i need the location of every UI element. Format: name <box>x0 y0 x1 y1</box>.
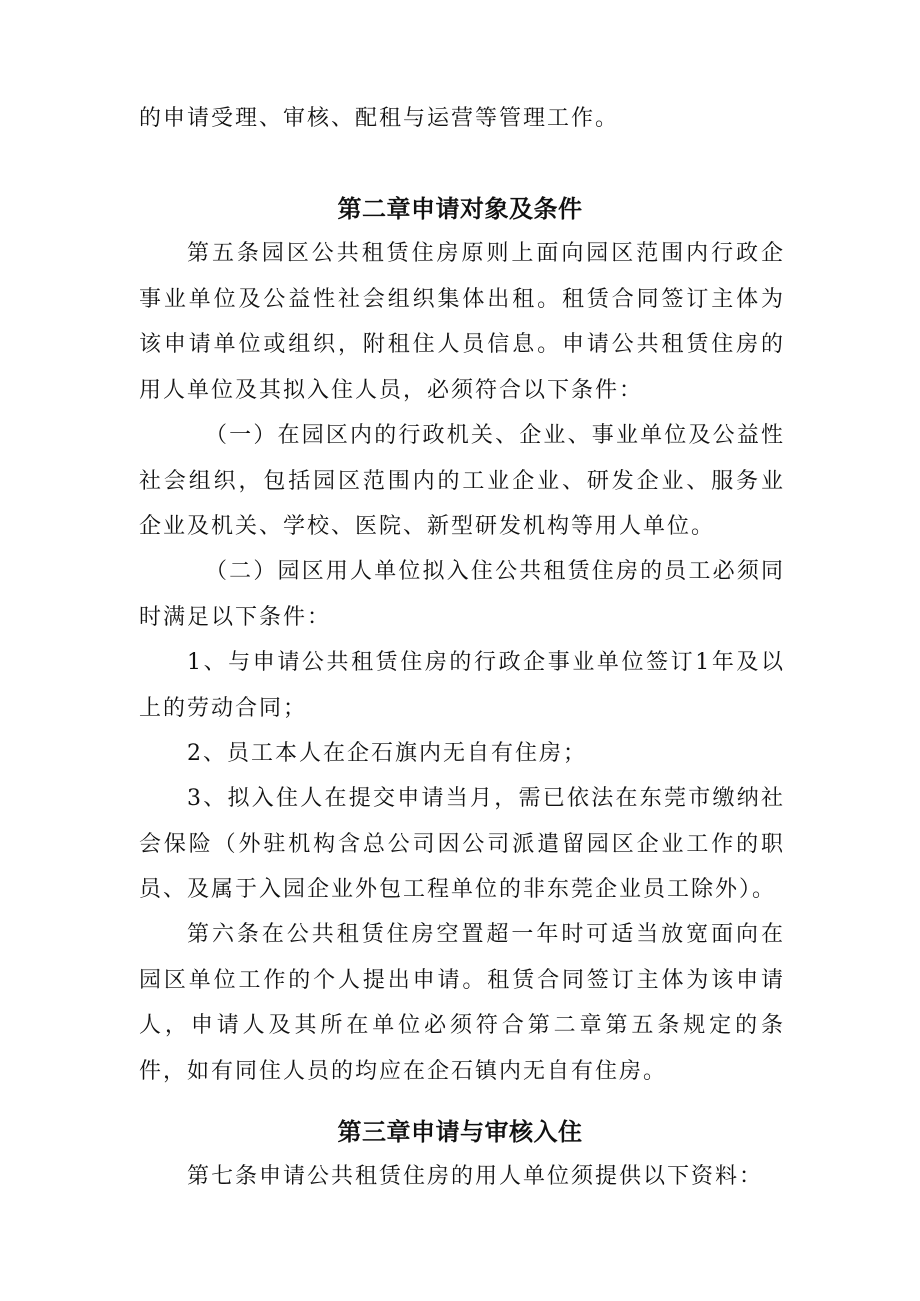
condition-item-1: （一）在园区内的行政机关、企业、事业单位及公益性社会组织，包括园区范围内的工业企业、研发企业、服务业企业及机关、学校、医院、新型研发机构等用人单位。 <box>139 423 785 539</box>
chapter-3-title: 第三章申请与审核入住 <box>337 1118 583 1146</box>
article-7-paragraph: 第七条申请公共租赁住房的用人单位须提供以下资料： <box>187 1164 764 1189</box>
chapter-2-title: 第二章申请对象及条件 <box>337 195 583 223</box>
intro-paragraph: 的申请受理、审核、配租与运营等管理工作。 <box>139 106 620 131</box>
sub-condition-2: 2、员工本人在企石旗内无自有住房； <box>187 741 587 766</box>
sub-condition-1: 1、与申请公共租赁住房的行政企事业单位签订1年及以上的劳动合同； <box>139 650 785 721</box>
sub-condition-3: 3、拟入住人在提交申请当月，需已依法在东莞市缴纳社会保险（外驻机构含总公司因公司派遣留园区企业工作的职员、及属于入园企业外包工程单位的非东莞企业员工除外）。 <box>139 786 785 902</box>
article-5-paragraph: 第五条园区公共租赁住房原则上面向园区范围内行政企事业单位及公益性社会组织集体出租。租赁合同签订主体为该申请单位或组织，附租住人员信息。申请公共租赁住房的用人单位及其拟入住人员，必须符合以下条件： <box>139 241 785 403</box>
condition-item-2: （二）园区用人单位拟入住公共租赁住房的员工必须同时满足以下条件： <box>139 559 785 630</box>
article-6-paragraph: 第六条在公共租赁住房空置超一年时可适当放宽面向在园区单位工作的个人提出申请。租赁合同签订主体为该申请人，申请人及其所在单位必须符合第二章第五条规定的条件，如有同住人员的均应在企石镇内无自有住房。 <box>139 922 785 1084</box>
